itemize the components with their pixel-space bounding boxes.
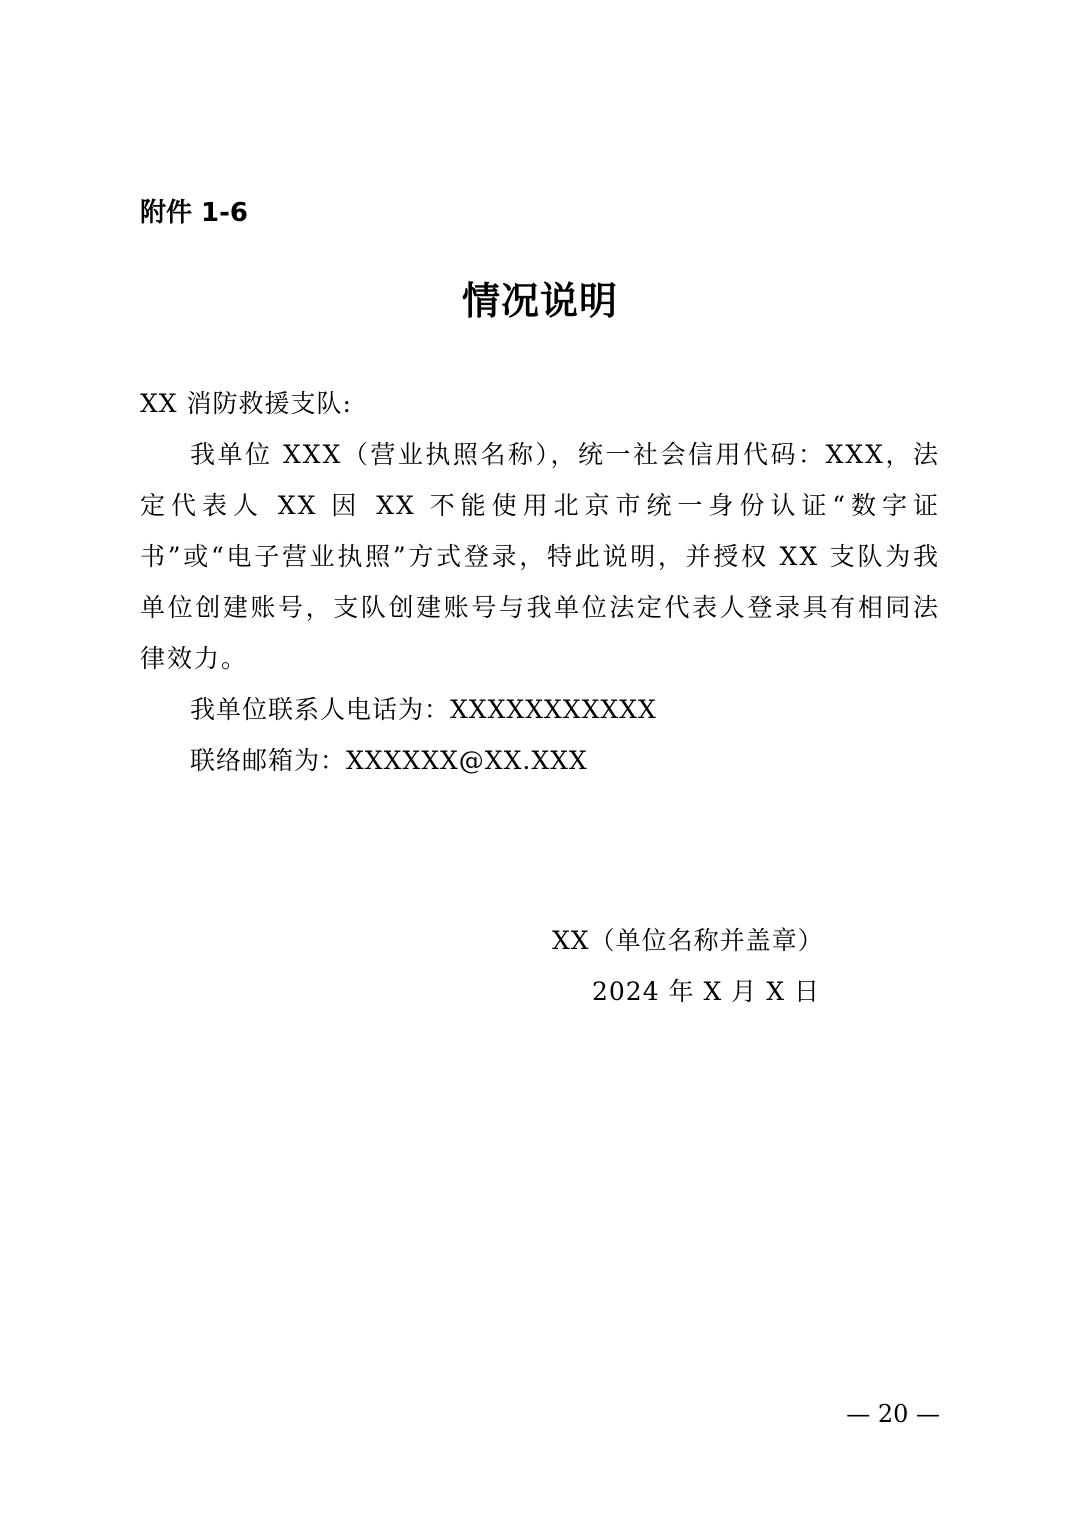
salutation: XX 消防救援支队: [140,389,352,418]
document-body [140,378,940,786]
signature-block [552,915,824,1017]
signature-org: XX（单位名称并盖章） [552,926,824,955]
contact-email: 联络邮箱为：XXXXXX@XX.XXX [190,746,588,775]
page-number: — 20 — [846,1400,940,1428]
contact-phone: 我单位联系人电话为：XXXXXXXXXXX [190,695,657,724]
attachment-label: 附件 1-6 [140,198,249,228]
main-paragraph: 我单位 XXX（营业执照名称），统一社会信用代码：XXX，法定代表人 XX 因 XX 不能使用北京市统一身份认证“数字证书”或“电子营业执照”方式登录，特此说明，并授权 XX 支队为我单位创建账号，支队创建账号与我单位法定代表人登录具有相同法律效力。 [140,440,940,673]
signature-date: 2024 年 X 月 X 日 [592,977,820,1006]
document-title: 情况说明 [461,278,618,323]
